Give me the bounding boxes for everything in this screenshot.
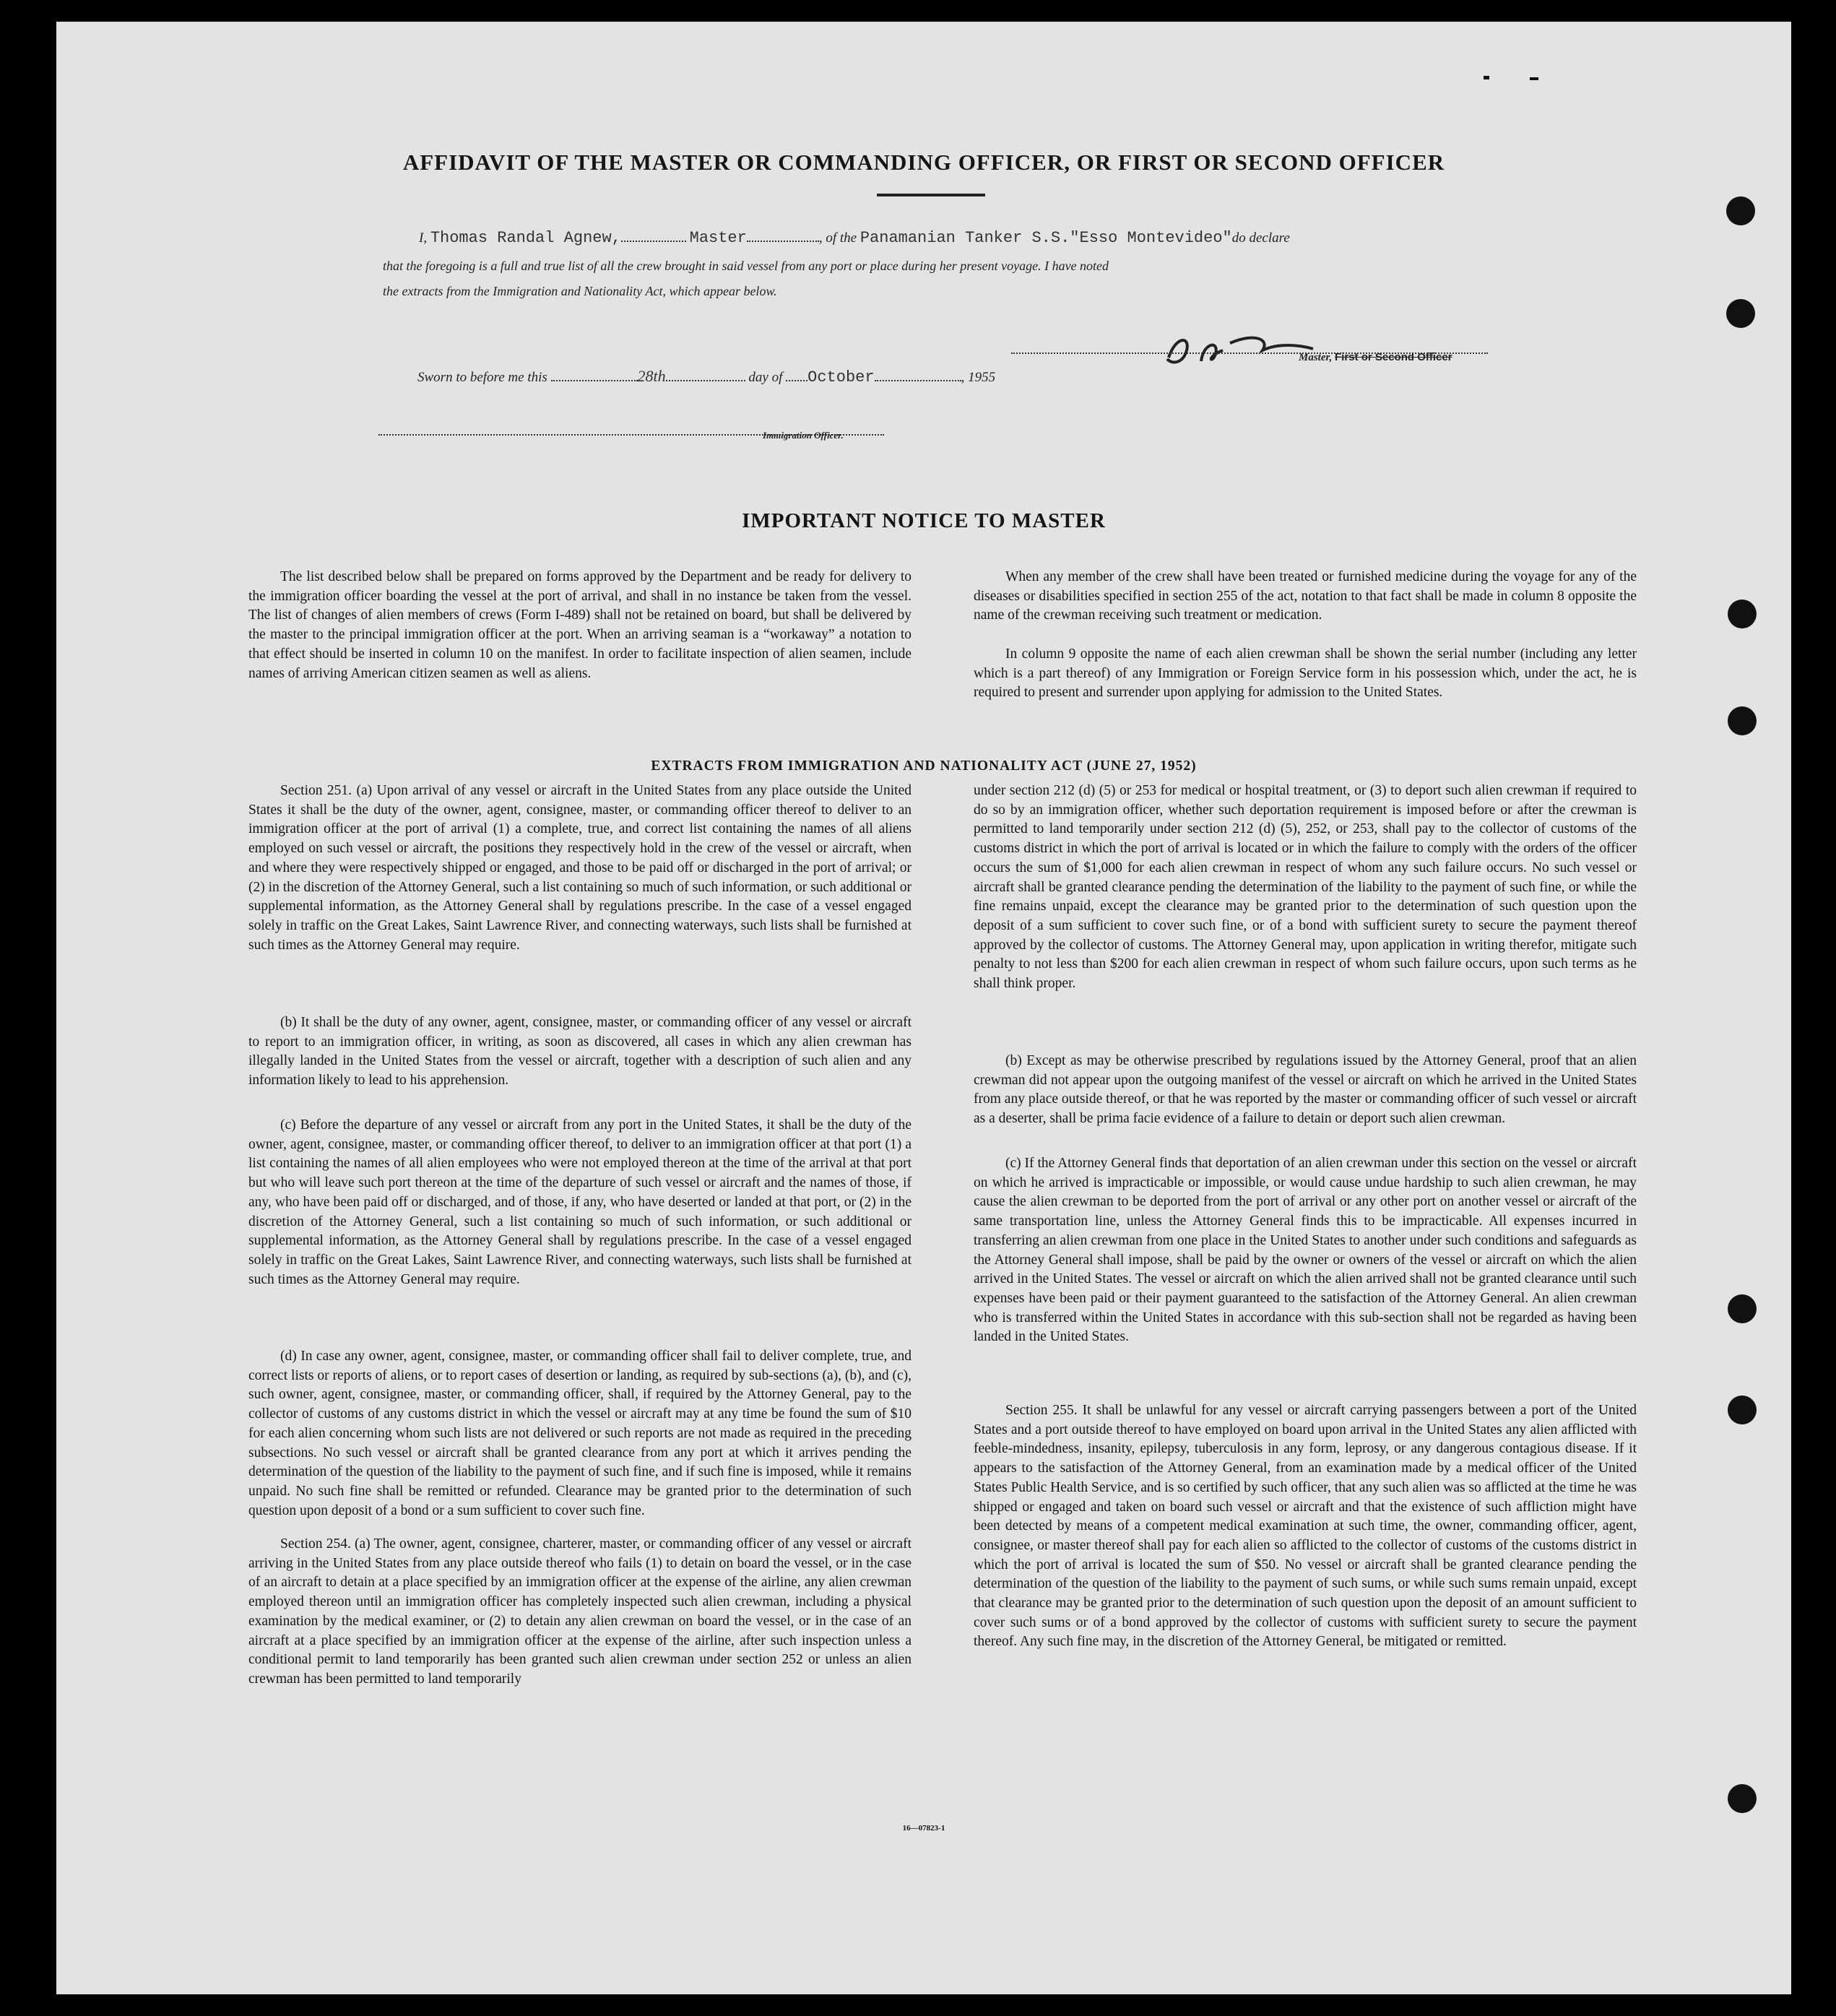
sworn-day: 28th bbox=[637, 367, 666, 385]
sworn-label: Sworn to before me this bbox=[417, 370, 547, 385]
section-254b: (b) Except as may be otherwise prescribed by regulations issued by the Attorney General, proof that an alien crewman did not appear upon the outgoing manifest of the vessel or aircraft on which he arrived in the United States from any place outside thereof, or that he was reported by the master or commanding officer of such vessel or aircraft as a deserter, shall be prima facie evidence of a failure to detain or deport such alien crewman. bbox=[974, 1053, 1637, 1127]
scan-speck bbox=[1484, 76, 1489, 79]
master-label: Master, bbox=[1299, 352, 1333, 363]
punch-hole bbox=[1726, 196, 1755, 225]
year-suffix: 55 bbox=[982, 370, 996, 385]
section-251c: (c) Before the departure of any vessel or aircraft from any port in the United States, it shall be the duty of the owner, agent, consignee, master, or commanding officer thereof, to deliver to an immigration officer at that port (1) a list containing the names of all alien employees who were not employed thereon at the time of the arrival at that port but who will leave such port thereon at the time of the departure of such vessel or aircraft and the names of those, if any, who have been paid off or discharged, and of those, if any, who have deserted or landed at that port, or (2) in the discretion of the Attorney General, such a list containing so much of such information, or such additional or supplemental information, as the Attorney General shall by regulations prescribe. In the case of a vessel engaged solely in traffic on the Great Lakes, Saint Lawrence River, and connecting waterways, such lists shall be furnished at such times as the Attorney General may require. bbox=[248, 1117, 911, 1287]
notice-right-paragraph-1: When any member of the crew shall have been treated or furnished medicine during the voyage for any of the diseases or disabilities specified in section 255 of the act, notation to that fact shall be made in column 8 opposite the name of the crewman receiving such treatment or medication. bbox=[974, 569, 1637, 623]
document-page bbox=[56, 22, 1791, 1994]
day-of-label: day of bbox=[748, 370, 783, 385]
sworn-month: October bbox=[807, 368, 875, 386]
punch-hole bbox=[1728, 600, 1757, 628]
affidavit-line-1 bbox=[419, 228, 1290, 247]
signature-label bbox=[1299, 351, 1452, 364]
year-prefix: , 19 bbox=[961, 370, 982, 385]
form-number: 16—07823-1 bbox=[902, 1824, 945, 1833]
vessel-name: Panamanian Tanker S.S."Esso Montevideo" bbox=[859, 229, 1232, 247]
section-255: Section 255. It shall be unlawful for any vessel or aircraft carrying passengers between a port of the United States and a port outside thereof to have employed on board upon arrival in the United States any alien afflicted with feeble-mindedness, insanity, epilepsy, tuberculosis in any form, leprosy, or any dangerous contagious disease. If it appears to the satisfaction of the Attorney General, from an examination made by a medical officer of the United States Public Health Service, and is so certified by such officer, that any such alien was so afflicted at the time he was shipped or engaged and taken on board such vessel or aircraft and that the existence of such affliction might have been detected by means of a competent medical examination at such time, the owner, commanding officer, agent, consignee, or master thereof shall pay for each alien so afflicted to the collector of customs of the customs district in which the port of arrival is located the sum of $50. No vessel or aircraft shall be granted clearance pending the determination of the question of the liability to the payment of such sums, or while such sums remain unpaid, except that clearance may be granted prior to the determination of such question upon the deposit of an amount sufficient to cover such sums or of a bond approved by the collector of customs with sufficient surety to secure the payment thereof. Any such fine may, in the discretion of the Attorney General, be mitigated or remitted. bbox=[974, 1403, 1637, 1650]
affidavit-line-3: the extracts from the Immigration and Nationality Act, which appear below. bbox=[383, 284, 777, 298]
punch-hole bbox=[1726, 299, 1755, 328]
punch-hole bbox=[1728, 1396, 1757, 1424]
notice-left-paragraph: The list described below shall be prepared on forms approved by the Department and be ready for delivery to the immigration officer boarding the vessel at the port of arrival, and shall in no instance be taken from the vessel. The list of changes of alien members of crews (Form I-489) shall not be retained on board, but shall be delivered by the master to the principal immigration officer at the port. When an arriving seaman is a “workaway” a notation to that effect should be inserted in column 10 on the manifest. In order to facilitate inspection of alien seamen, include names of arriving American citizen seamen as well as aliens. bbox=[248, 569, 911, 681]
declarant-prefix: I, bbox=[419, 230, 428, 246]
section-254a-continued: under section 212 (d) (5) or 253 for medical or hospital treatment, or (3) to deport such alien crewman if required to do so by an immigration officer, whether such deportation requirement is imposed before or after the crewman is permitted to land temporarily under section 212 (d) (5), 252, or 253, shall pay to the collector of customs of the customs district in which the port of arrival is located or in which the failure to comply with the orders of the officer occurs the sum of $1,000 for each alien crewman in respect of whom any such failure occurs. No such vessel or aircraft shall be granted clearance pending the determination of the liability to the payment of such fine, or while the fine remains unpaid, except the clearance may be granted prior to the determination of such question upon the deposit of a sum sufficient to cover such fine, or of a bond with sufficient surety to secure the payment thereof approved by the collector of customs. The Attorney General may, upon application in writing therefor, mitigate such penalty to not less than $200 for each alien crewman in respect of whom such failure occurs, upon such terms as he shall think proper. bbox=[974, 783, 1637, 992]
section-254a: Section 254. (a) The owner, agent, consignee, charterer, master, or commanding officer of any vessel or aircraft arriving in the United States from any place outside thereof who fails (1) to detain on board the vessel, or in the case of an aircraft to detain at a place specified by an immigration officer at the expense of the airline, any alien crewman employed thereon until an immigration officer has completely inspected such alien crewman, including a physical examination by the medical examiner, or (2) to detain any alien crewman on board the vessel, or in the case of an aircraft at a place specified by an immigration officer at the expense of the airline, after such inspection unless a conditional permit to land temporarily has been granted such alien crewman under section 252 or unless an alien crewman has been permitted to land temporarily bbox=[248, 1536, 911, 1687]
scan-speck bbox=[1530, 77, 1538, 80]
notice-title: IMPORTANT NOTICE TO MASTER bbox=[742, 509, 1106, 532]
affidavit-line-2: that the foregoing is a full and true list of all the crew brought in said vessel from any port or place during her present voyage. I have noted bbox=[383, 259, 1109, 273]
title-divider bbox=[877, 194, 985, 196]
punch-hole bbox=[1728, 1294, 1757, 1323]
section-251a: Section 251. (a) Upon arrival of any vessel or aircraft in the United States from any place outside the United States it shall be the duty of the owner, agent, consignee, master, or commanding officer thereof to deliver to an immigration officer at the port of arrival (1) a complete, true, and correct list containing the names of all aliens employed on such vessel or aircraft, the positions they respectively hold in the crew of the vessel or aircraft, when and where they were respectively shipped or engaged, and those to be paid off or discharged in the port of arrival; or (2) in the discretion of the Attorney General, such a list containing so much of such information, or such additional or supplemental information, as the Attorney General shall by regulations prescribe. In the case of a vessel engaged solely in traffic on the Great Lakes, Saint Lawrence River, and connecting waterways, such lists shall be furnished at such times as the Attorney General may require. bbox=[248, 783, 911, 953]
immigration-officer-label: Immigration Officer. bbox=[763, 430, 844, 441]
sworn-line bbox=[417, 367, 995, 386]
declare-label: do declare bbox=[1231, 230, 1290, 246]
struck-officer-label: First or Second Officer bbox=[1335, 351, 1452, 363]
of-the-label: , of the bbox=[818, 230, 857, 246]
master-name: Thomas Randal Agnew, bbox=[430, 229, 621, 247]
affidavit-title: AFFIDAVIT OF THE MASTER OR COMMANDING OFFICER, OR FIRST OR SECOND OFFICER bbox=[402, 150, 1445, 175]
punch-hole bbox=[1728, 1784, 1757, 1813]
section-251b: (b) It shall be the duty of any owner, agent, consignee, master, or commanding officer of any vessel or aircraft to report to an immigration officer, in writing, as soon as discovered, all cases in which any alien crewman has illegally landed in the United States from the vessel or aircraft, together with a description of such alien and any information likely to lead to his apprehension. bbox=[248, 1015, 911, 1089]
extracts-title: EXTRACTS FROM IMMIGRATION AND NATIONALITY ACT (JUNE 27, 1952) bbox=[651, 758, 1197, 774]
punch-hole bbox=[1728, 706, 1757, 735]
section-251d: (d) In case any owner, agent, consignee, master, or commanding officer shall fail to deliver complete, true, and correct lists or reports of aliens, or to report cases of desertion or landing, as required by sub-sections (a), (b), and (c), such owner, agent, consignee, master, or commanding officer, shall, if required by the Attorney General, pay to the collector of customs of any customs district in which the vessel or aircraft may at any time be found the sum of $10 for each alien concerning whom such lists are not delivered or such reports are not made as required in the preceding subsections. No such vessel or aircraft shall be granted clearance from any port at which it arrives pending the determination of the question of the liability to the payment of such fine, and if such fine is imposed, while it remains unpaid. No such fine shall be remitted or refunded. Clearance may be granted prior to the determination of such question upon deposit of a bond or a sum sufficient to cover such fine. bbox=[248, 1349, 911, 1518]
notice-right-paragraph-2: In column 9 opposite the name of each alien crewman shall be shown the serial number (including any letter which is a part thereof) of any Immigration or Foreign Service form in his possession which, under the act, he is required to present and surrender upon applying for admission to the United States. bbox=[974, 646, 1637, 701]
officer-rank: Master bbox=[689, 229, 747, 247]
section-254c: (c) If the Attorney General finds that deportation of an alien crewman under this section on the vessel or aircraft on which he arrived is impracticable or impossible, or would cause undue hardship to such alien crewman, he may cause the alien crewman to be deported from the port of arrival or any other port on another vessel or aircraft of the same transportation line, unless the Attorney General finds this to be impracticable. All expenses incurred in transferring an alien crewman from one place in the United States to another under such conditions and safeguards as the Attorney General shall impose, shall be paid by the owner or owners of the vessel or aircraft on which the alien arrived in the United States. The vessel or aircraft on which the alien arrived shall not be granted clearance until such expenses have been paid or their payment guaranteed to the satisfaction of the Attorney General. An alien crewman who is transferred within the United States in accordance with this sub-section shall not be regarded as having been landed in the United States. bbox=[974, 1156, 1637, 1345]
